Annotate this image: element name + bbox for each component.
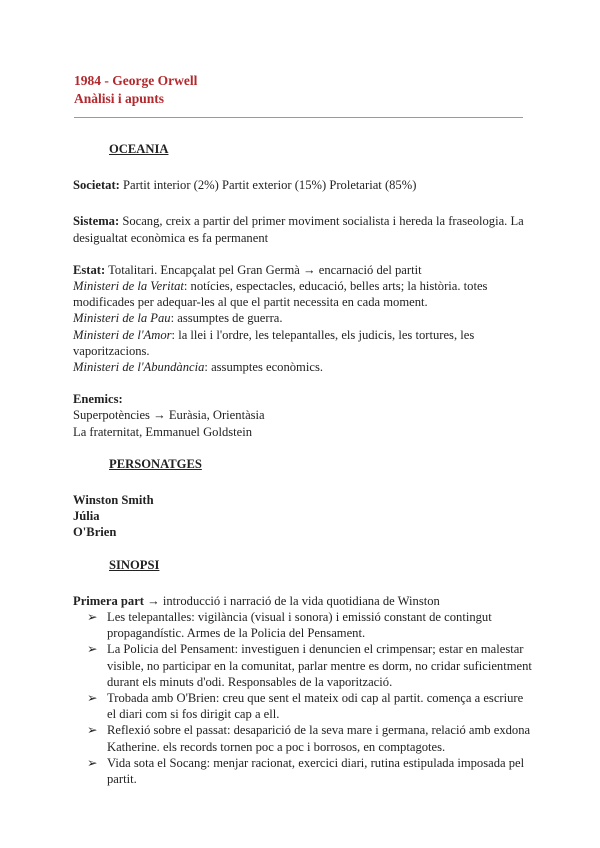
enemics-label: Enemics: xyxy=(73,392,123,407)
estat-label: Estat: xyxy=(73,262,106,277)
list-item: ➢ Les telepantalles: vigilància (visual i sonora) i emissió constant de contingut propagandístic. Armes de la Policia del Pensament. xyxy=(87,610,492,641)
ministeri-pau xyxy=(73,310,533,326)
list-item: ➢ Vida sota el Socang: menjar racionat, exercici diari, rutina estipulada imposada pel partit. xyxy=(87,755,525,787)
societat-label: Societat: xyxy=(73,178,120,193)
personatge-name: Júlia xyxy=(73,509,100,524)
arrow-bullet-icon: ➢ xyxy=(87,755,98,770)
list-item: ➢ Reflexió sobre el passat: desaparició de la seva mare i germana, relació amb exdona Katherine. els records tornen poc a poc i borrosos, en comptagotes. xyxy=(87,723,531,754)
ministeri-abundancia xyxy=(73,359,533,375)
sistema-paragraph xyxy=(73,213,533,245)
personatge-name: Winston Smith xyxy=(73,493,154,508)
ministeri-amor xyxy=(73,327,533,359)
ministeri-name: Ministeri de l'Abundància xyxy=(73,360,205,375)
enemics-line: Superpotències → Euràsia, Orientàsia xyxy=(73,408,265,423)
sinopsi-list xyxy=(73,609,533,787)
arrow-bullet-icon: ➢ xyxy=(87,610,98,625)
primera-part-paragraph xyxy=(73,593,533,609)
section-title-oceania: OCEANIA xyxy=(109,142,169,156)
ministeri-text: : assumptes de guerra. xyxy=(170,311,283,326)
section-title-sinopsi: SINOPSI xyxy=(109,557,160,572)
ministeri-text: : assumptes econòmics. xyxy=(204,360,323,375)
ministeri-name: Ministeri de la Veritat xyxy=(73,279,184,294)
header-title: 1984 - George Orwell xyxy=(74,73,198,88)
part-label: Primera part xyxy=(73,593,144,608)
document-header xyxy=(74,72,197,108)
header-subtitle: Anàlisi i apunts xyxy=(74,91,165,106)
enemics-line: La fraternitat, Emmanuel Goldstein xyxy=(73,424,253,439)
sistema-label: Sistema: xyxy=(73,214,120,229)
list-item: ➢ La Policia del Pensament: investiguen i denuncien el crimpensar; estar en malestar visible, no participar en la comunitat, parlar mentre es dorm, no cridar suficientment durant els minuts d'odi. Responsables de la vaporització. xyxy=(87,642,532,689)
estat-paragraph xyxy=(73,262,533,278)
part-text: → introducció i narració de la vida quotidiana de Winston xyxy=(143,593,440,608)
ministeri-veritat xyxy=(73,278,533,310)
section-title-personatges: PERSONATGES xyxy=(109,456,202,471)
ministeri-name: Ministeri de l'Amor xyxy=(73,327,172,342)
list-item: ➢ Trobada amb O'Brien: creu que sent el mateix odi cap al partit. comença a escriure el diari com si fos dirigit cap a ell. xyxy=(87,691,524,722)
ministeri-text: : notícies, espectacles, educació, belles arts; la història. totes modificades per adequar-les al que el partit necessita en cada moment. xyxy=(73,279,488,310)
societat-paragraph xyxy=(73,177,533,193)
personatge-name: O'Brien xyxy=(73,525,117,540)
document-body xyxy=(73,141,533,787)
arrow-bullet-icon: ➢ xyxy=(87,723,98,738)
societat-text: Partit interior (2%) Partit exterior (15%) Proletariat (85%) xyxy=(119,178,417,193)
ministeri-name: Ministeri de la Pau xyxy=(73,311,171,326)
arrow-bullet-icon: ➢ xyxy=(87,642,98,657)
estat-text: Totalitari. Encapçalat pel Gran Germà → encarnació del partit xyxy=(105,262,422,277)
sistema-text: Socang, creix a partir del primer moviment socialista i hereda la fraseologia. La desigualtat econòmica es fa permanent xyxy=(73,214,524,245)
ministeri-text: : la llei i l'ordre, les telepantalles, els judicis, les tortures, les vaporitzacions. xyxy=(73,327,475,358)
header-divider xyxy=(74,117,523,118)
arrow-bullet-icon: ➢ xyxy=(87,691,98,706)
